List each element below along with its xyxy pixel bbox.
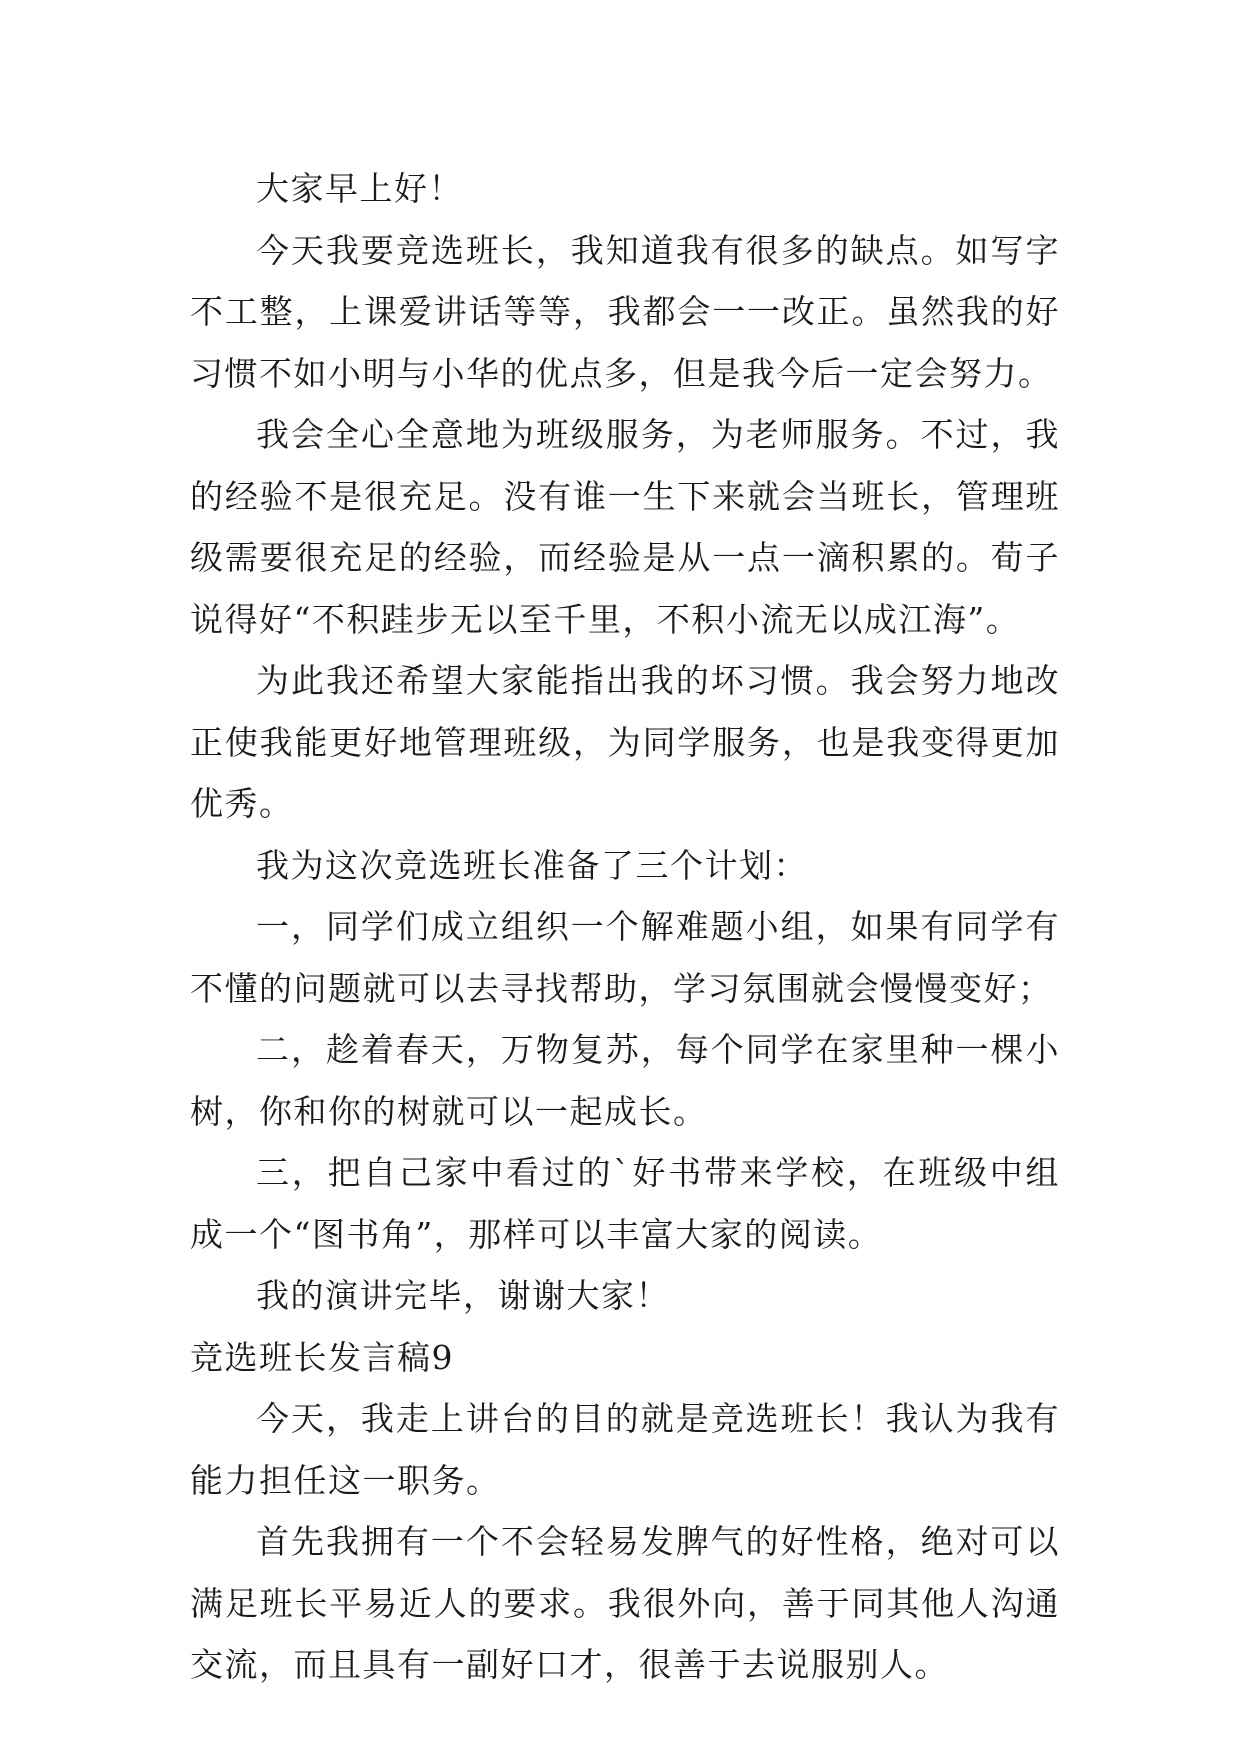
section-heading: 竞选班长发言稿9 bbox=[190, 1337, 454, 1377]
paragraph-plans-intro: 我为这次竞选班长准备了三个计划： bbox=[256, 845, 808, 885]
paragraph-service: 我会全心全意地为班级服务，为老师服务。不过，我的经验不是很充足。没有谁一生下来就会当班长，管理班级需要很充足的经验，而经验是从一点一滴积累的。荀子说得好“不积跬步无以至千里，不积小流无以成江海”。 bbox=[190, 415, 1060, 639]
paragraph-closing: 我的演讲完毕，谢谢大家！ bbox=[256, 1276, 670, 1315]
paragraph-plan-two: 二，趁着春天，万物复苏，每个同学在家里种一棵小树，你和你的树就可以一起成长。 bbox=[190, 1030, 1060, 1131]
paragraph-plan-three: 三，把自己家中看过的`好书带来学校，在班级中组成一个“图书角”，那样可以丰富大家的阅读。 bbox=[190, 1153, 1060, 1254]
document-body bbox=[190, 158, 1060, 1696]
paragraph-improve: 为此我还希望大家能指出我的坏习惯。我会努力地改正使我能更好地管理班级，为同学服务，也是我变得更加优秀。 bbox=[190, 661, 1060, 823]
paragraph-greeting: 大家早上好！ bbox=[256, 169, 463, 208]
paragraph-personality: 首先我拥有一个不会轻易发脾气的好性格，绝对可以满足班长平易近人的要求。我很外向，善于同其他人沟通交流，而且具有一副好口才，很善于去说服别人。 bbox=[190, 1522, 1060, 1684]
paragraph-purpose: 今天，我走上讲台的目的就是竞选班长！我认为我有能力担任这一职务。 bbox=[190, 1399, 1060, 1500]
paragraph-plan-one: 一，同学们成立组织一个解难题小组，如果有同学有不懂的问题就可以去寻找帮助，学习氛围就会慢慢变好； bbox=[190, 907, 1060, 1008]
paragraph-shortcomings: 今天我要竞选班长，我知道我有很多的缺点。如写字不工整，上课爱讲话等等，我都会一一改正。虽然我的好习惯不如小明与小华的优点多，但是我今后一定会努力。 bbox=[190, 230, 1060, 393]
